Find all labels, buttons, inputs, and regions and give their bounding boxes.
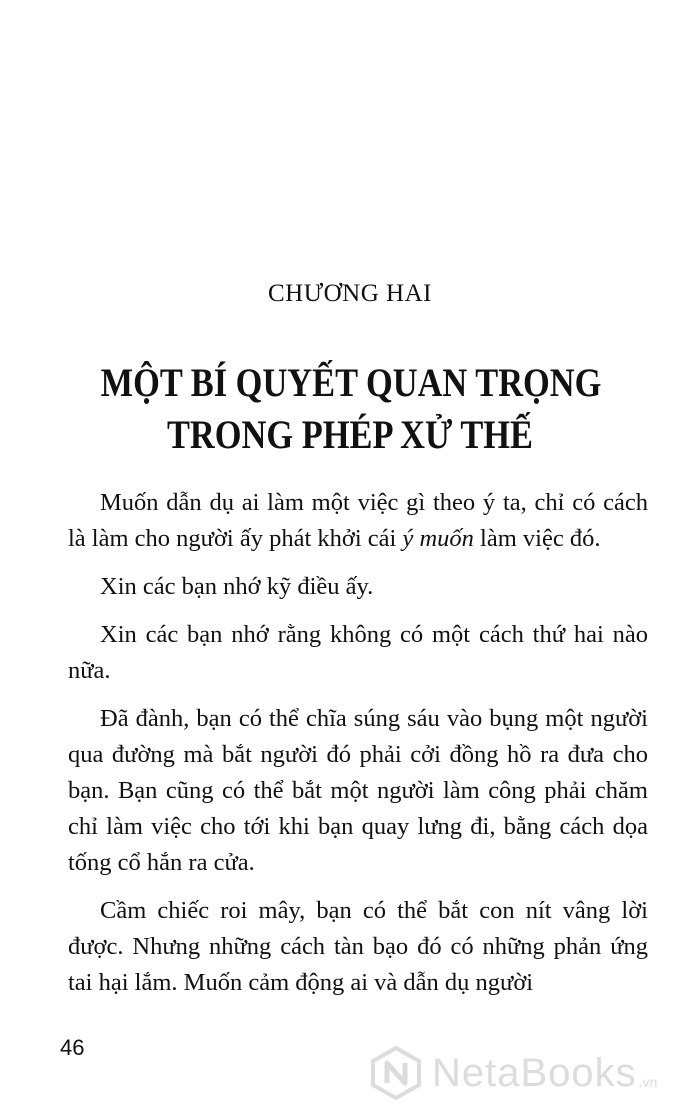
paragraph-1-emphasis: ý muốn xyxy=(402,525,474,552)
chapter-heading: CHƯƠNG HAI xyxy=(268,280,432,307)
paragraph-4: Đã đành, bạn có thể chĩa súng sáu vào bụng một người qua đường mà bắt người đó phải cởi đồng hồ ra đưa cho bạn. Bạn cũng có thể bắt một người làm công phải chăm chỉ làm việc cho tới khi bạn quay lưng đi, bằng cách dọa tống cổ hắn ra cửa. xyxy=(68,705,648,876)
paragraph-5: Cầm chiếc roi mây, bạn có thể bắt con nít vâng lời được. Nhưng những cách tàn bạo đó có những phản ứng tai hại lắm. Muốn cảm động ai và dẫn dụ người xyxy=(68,897,648,996)
watermark-suffix: .vn xyxy=(638,1074,658,1090)
watermark xyxy=(368,1043,657,1103)
netabooks-logo-icon xyxy=(368,1045,424,1101)
chapter-title-line-1: MỘT BÍ QUYẾT QUAN TRỌNG xyxy=(100,360,602,405)
paragraph-3: Xin các bạn nhớ rằng không có một cách thứ hai nào nữa. xyxy=(68,621,648,684)
paragraph-1-text: Muốn dẫn dụ ai làm một việc gì theo ý ta, chỉ có cách là làm cho người ấy phát khởi cái xyxy=(68,489,648,552)
watermark-name: NetaBooks xyxy=(432,1050,637,1095)
chapter-title-line-2: TRONG PHÉP XỬ THẾ xyxy=(166,412,534,457)
chapter-title xyxy=(101,357,600,461)
paragraph-1-text-end: làm việc đó. xyxy=(473,525,601,552)
body-text xyxy=(68,485,648,1013)
page-number: 46 xyxy=(60,1035,85,1060)
paragraph-2: Xin các bạn nhớ kỹ điều ấy. xyxy=(100,573,374,600)
paragraph-1 xyxy=(68,485,648,557)
